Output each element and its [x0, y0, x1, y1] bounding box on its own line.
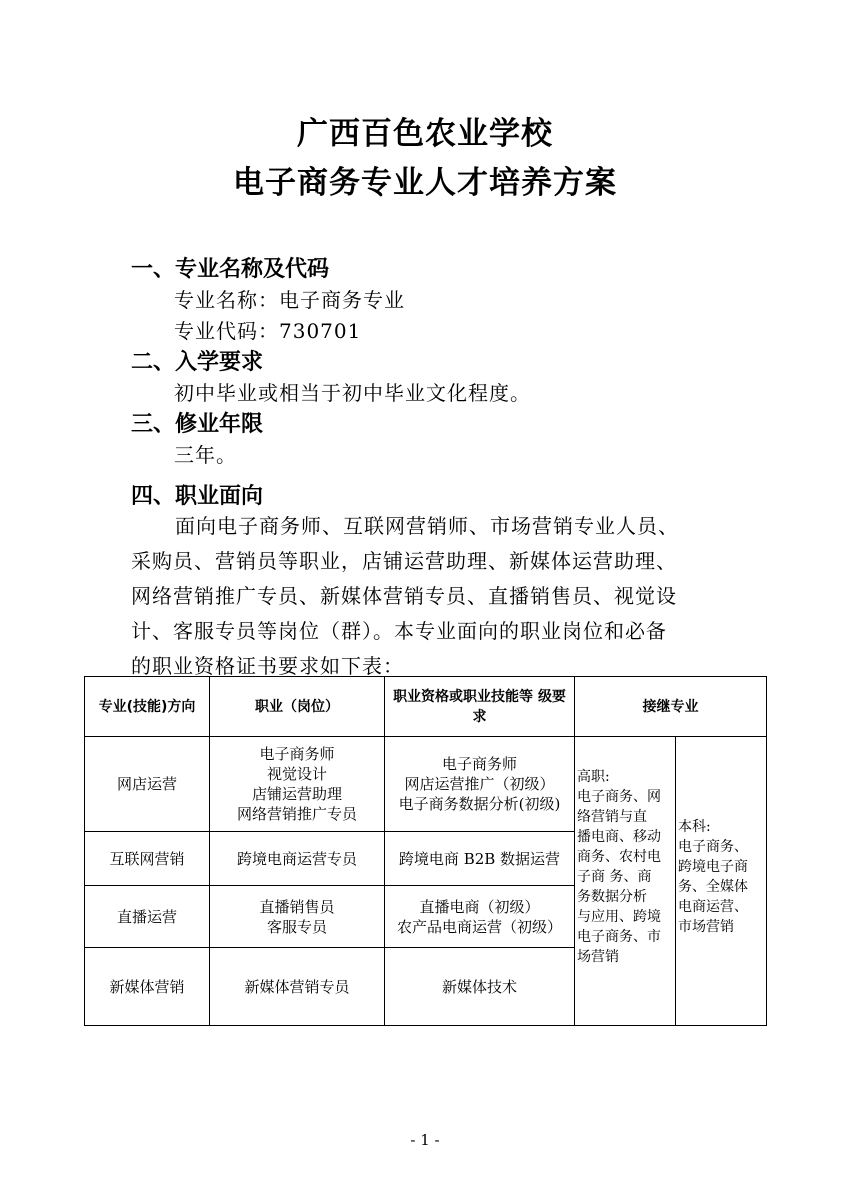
section-heading-2: 二、入学要求 [131, 350, 264, 375]
document-title: 电子商务专业人才培养方案 [233, 165, 617, 201]
ba-line: 务、全媒体 [678, 879, 748, 895]
cert-item: 新媒体技术 [441, 977, 517, 996]
cert-item: 直播电商（初级） [419, 897, 540, 916]
hv-line: 子商 务、商 [577, 869, 652, 885]
cell-jobs [210, 886, 385, 948]
cell-jobs [210, 832, 385, 886]
hv-line: 络营销与直 [577, 809, 647, 825]
header-cert [385, 677, 575, 737]
header-cert-line: 职业资格或职业技能等 [393, 688, 534, 705]
major-code: 专业代码：730701 [174, 319, 362, 343]
job-item: 网络营销推广专员 [236, 805, 357, 823]
job-item: 视觉设计 [266, 765, 327, 783]
para-line: 计、客服专员等岗位（群）。本专业面向的职业岗位和必备 [131, 619, 667, 643]
para-line: 采购员、营销员等职业，店铺运营助理、新媒体运营助理、 [131, 549, 677, 573]
hv-line: 商务、农村电 [577, 849, 661, 865]
job-item: 电子商务师 [259, 745, 335, 763]
hv-line: 与应用、跨境 [577, 909, 661, 925]
table-row [85, 737, 767, 832]
header-continuation: 接继专业 [575, 677, 767, 737]
cert-item: 农产品电商运营（初级） [396, 917, 562, 936]
para-line: 网络营销推广专员、新媒体营销专员、直播销售员、视觉设 [131, 584, 677, 608]
ba-line: 跨境电子商 [678, 859, 748, 875]
duration-text: 三年。 [174, 443, 237, 467]
cert-item: 跨境电商 B2B 数据运营 [398, 849, 561, 868]
section-heading-3: 三、修业年限 [131, 412, 264, 437]
major-name: 专业名称：电子商务专业 [174, 288, 405, 312]
cell-jobs [210, 948, 385, 1026]
cell-direction: 直播运营 [85, 886, 210, 948]
job-item: 店铺运营助理 [251, 785, 342, 803]
cell-certs [385, 832, 575, 886]
para-line: 面向电子商务师、互联网营销师、市场营销专业人员、 [175, 514, 679, 538]
para-line: 的职业资格证书要求如下表： [131, 654, 404, 678]
cell-jobs [210, 737, 385, 832]
cell-certs [385, 886, 575, 948]
cell-direction: 互联网营销 [85, 832, 210, 886]
header-job: 职业（岗位） [210, 677, 385, 737]
ba-line: 本科: [678, 819, 711, 835]
cert-item: 电子商务师 [441, 755, 517, 773]
hv-line: 电子商务、市 [577, 929, 661, 945]
hv-line: 电子商务、网 [577, 789, 661, 805]
cell-direction: 新媒体营销 [85, 948, 210, 1026]
section-heading-4: 四、职业面向 [131, 484, 264, 509]
cell-direction: 网店运营 [85, 737, 210, 832]
cell-certs [385, 948, 575, 1026]
career-table [84, 676, 767, 1026]
career-paragraph [131, 509, 731, 684]
job-item: 新媒体营销专员 [244, 977, 350, 996]
section-heading-1: 一、专业名称及代码 [131, 257, 330, 282]
job-item: 跨境电商运营专员 [236, 849, 357, 868]
hv-line: 场营销 [577, 949, 619, 965]
page-number: - 1 - [410, 1131, 440, 1149]
job-item: 直播销售员 [259, 897, 335, 916]
hv-line: 务数据分析 [577, 889, 647, 905]
table-header-row [85, 677, 767, 737]
ba-line: 电子商务、 [678, 839, 748, 855]
cell-higher-vocational [575, 737, 676, 1026]
cell-certs [385, 737, 575, 832]
ba-line: 电商运营、 [678, 899, 748, 915]
header-direction: 专业(技能)方向 [85, 677, 210, 737]
cell-bachelor [676, 737, 767, 1026]
job-item: 客服专员 [266, 917, 327, 936]
header-cert-line: 级要求 [472, 688, 566, 725]
ba-line: 市场营销 [678, 919, 734, 935]
hv-line: 高职: [577, 769, 610, 785]
hv-line: 播电商、移动 [577, 829, 661, 845]
cert-item: 网店运营推广（初级） [404, 775, 555, 793]
admission-text: 初中毕业或相当于初中毕业文化程度。 [174, 381, 531, 405]
school-title: 广西百色农业学校 [297, 116, 553, 152]
cert-item: 电子商务数据分析(初级) [398, 795, 561, 813]
